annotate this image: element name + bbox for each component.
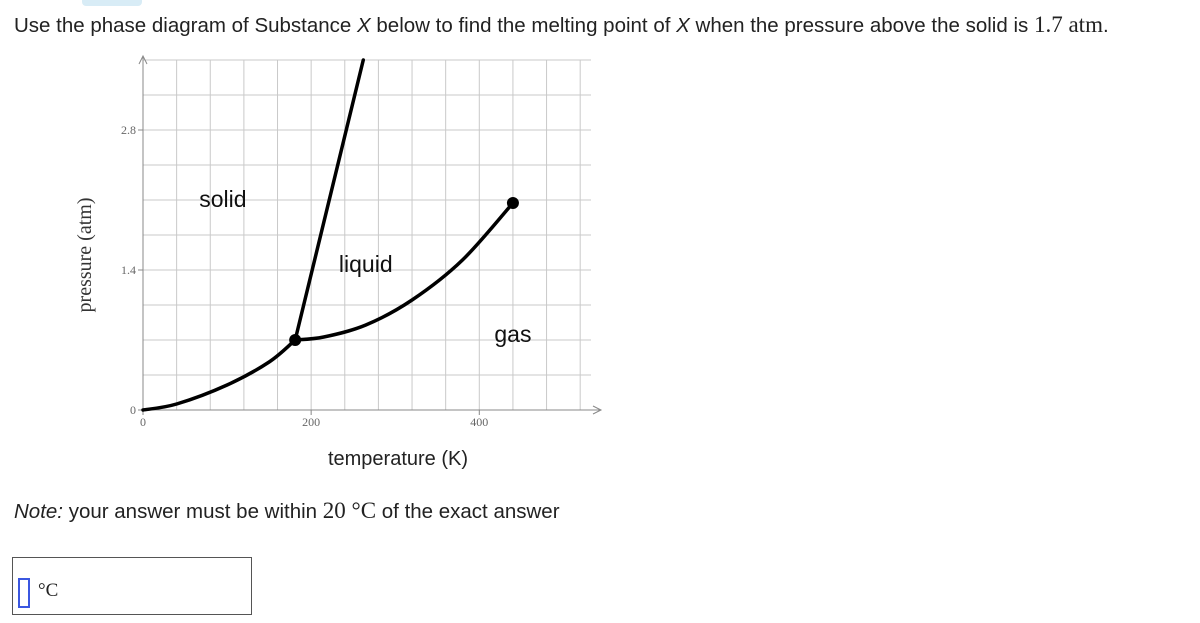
answer-input[interactable]: [18, 578, 30, 608]
note-text: [14, 498, 560, 524]
question-var: X: [357, 14, 371, 37]
note-text-part: of the exact answer: [376, 500, 560, 523]
y-tick-label: 1.4: [121, 263, 136, 277]
region-label-gas: gas: [494, 321, 532, 347]
x-axis-title: temperature (K): [327, 448, 469, 470]
note-label: Note:: [14, 500, 63, 523]
header-tab-hint: [82, 0, 142, 6]
phase-diagram-chart: [0, 44, 620, 484]
note-tolerance-value: 20 °C: [322, 498, 377, 523]
y-tick-label: 0: [130, 403, 136, 417]
question-suffix: when the pressure above the solid is: [689, 14, 1034, 37]
region-label-solid: solid: [199, 186, 247, 212]
answer-unit: °C: [38, 580, 59, 601]
question-pressure-value: 1.7 atm: [1033, 12, 1103, 37]
question-prefix: Use the phase diagram of Substance: [14, 14, 358, 37]
y-axis-title: pressure (atm): [74, 197, 96, 313]
triple-point-marker: [289, 334, 301, 346]
note-text-part: your answer must be within: [63, 500, 323, 523]
question-text: [14, 12, 1109, 38]
x-tick-label: 0: [140, 415, 146, 429]
question-middle: below to find the melting point of: [370, 14, 677, 37]
region-label-liquid: liquid: [338, 251, 393, 277]
x-tick-label: 400: [470, 415, 489, 429]
x-tick-label: 200: [302, 415, 321, 429]
critical-point-marker: [507, 197, 519, 209]
vaporization-curve: [295, 203, 513, 340]
question-end: .: [1102, 14, 1109, 37]
y-tick-label: 2.8: [121, 123, 136, 137]
question-var: X: [676, 14, 690, 37]
